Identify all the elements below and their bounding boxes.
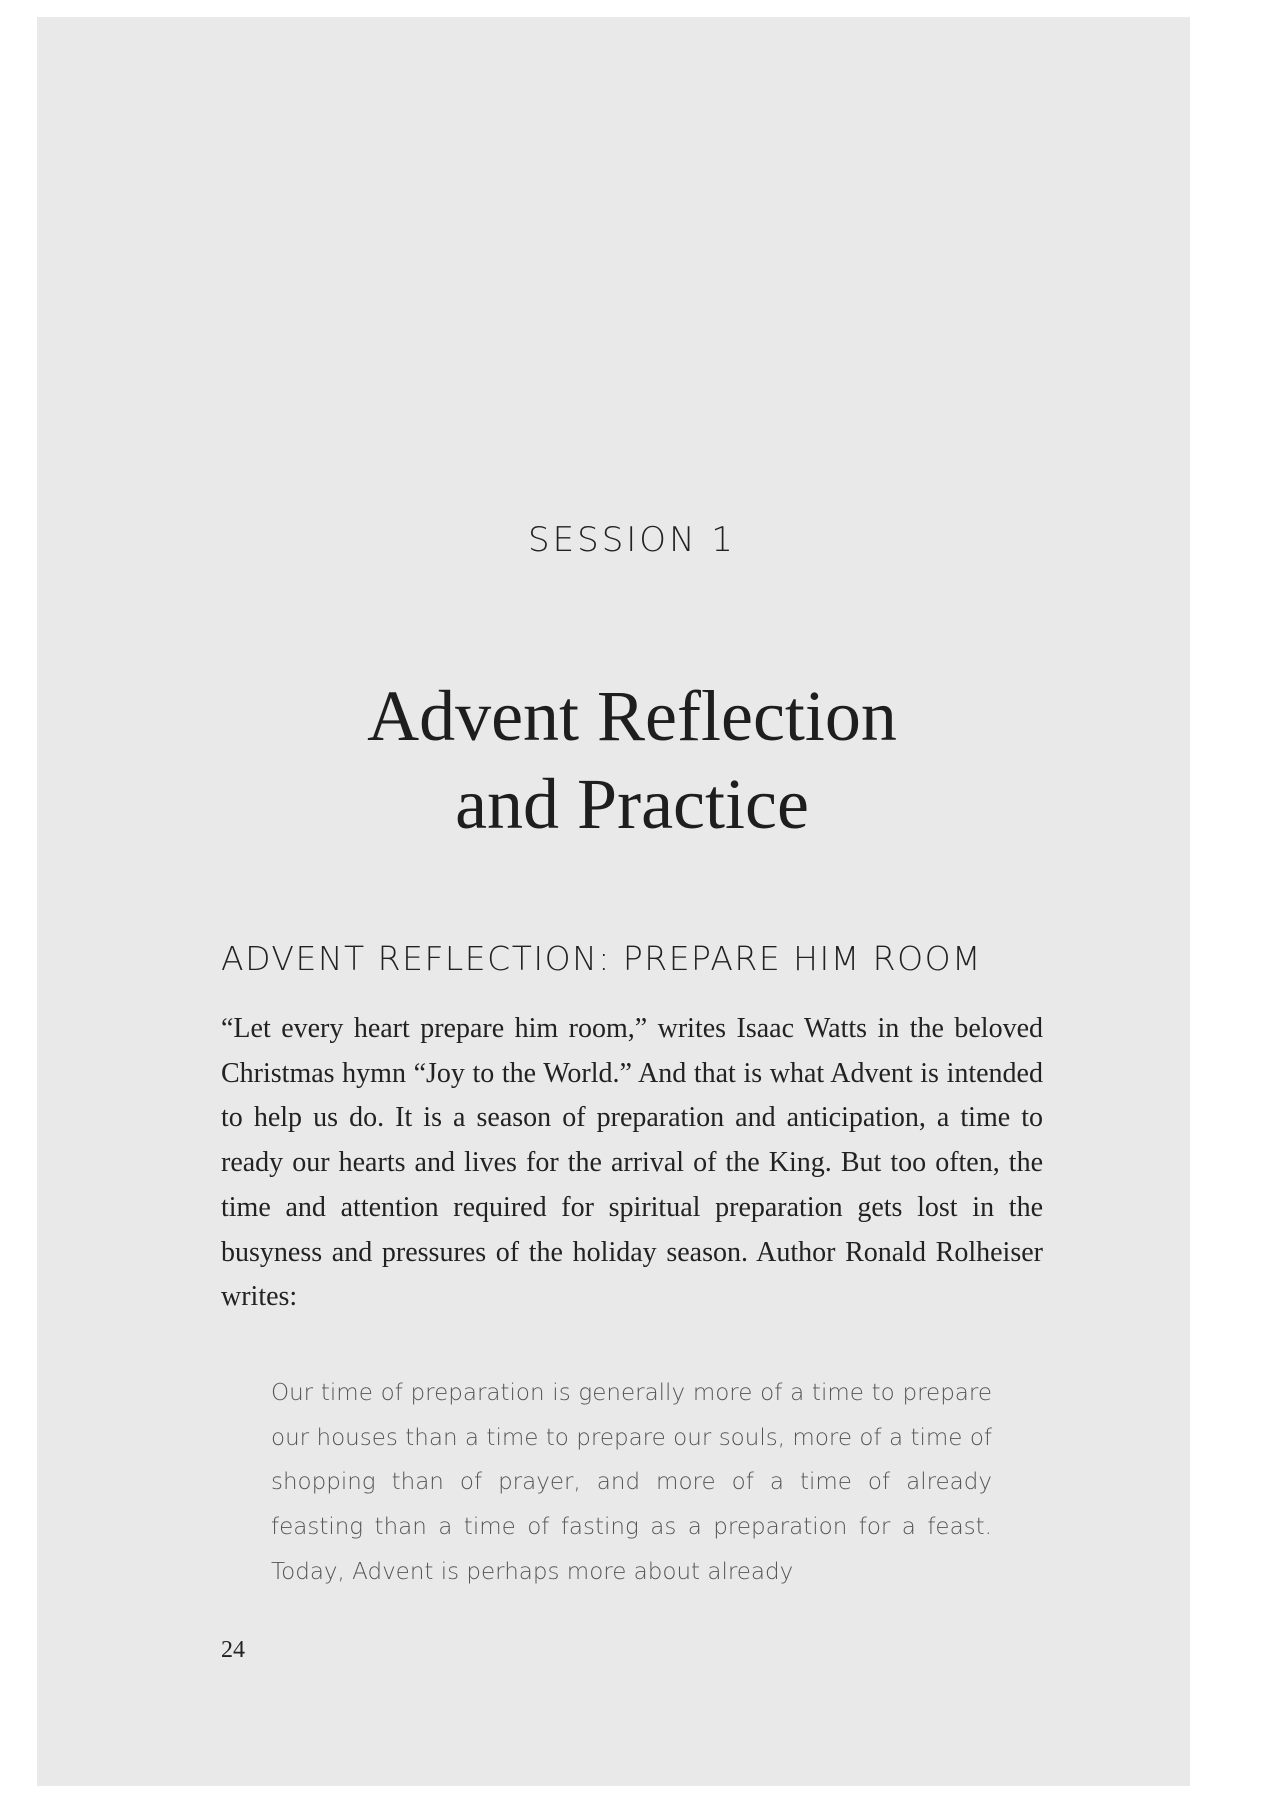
section-heading: ADVENT REFLECTION: PREPARE HIM ROOM [221, 939, 983, 978]
block-quote: Our time of preparation is generally more of a time to prepare our houses than a time to prepare our souls, more of a time of shopping than of prayer, and more of a time of already feasting than a time of fasting as a preparation for a feast. Today, Advent is perhaps more about already [271, 1380, 992, 1585]
session-label: SESSION 1 [528, 520, 736, 560]
chapter-title-line-1: Advent Reflection [367, 676, 897, 756]
book-page [37, 17, 1190, 1786]
body-paragraph: “Let every heart prepare him room,” writes Isaac Watts in the beloved Christmas hymn “Joy to the World.” And that is what Advent is intended to help us do. It is a season of preparation and anticipation, a time to ready our hearts and lives for the arrival of the King. But too often, the time and attention required for spiritual preparation gets lost in the busyness and pressures of the holiday season. Author Ronald Rolheiser writes: [221, 1013, 1043, 1313]
chapter-title [221, 672, 1043, 848]
page-number: 24 [221, 1637, 245, 1663]
chapter-title-line-2: and Practice [455, 764, 809, 844]
